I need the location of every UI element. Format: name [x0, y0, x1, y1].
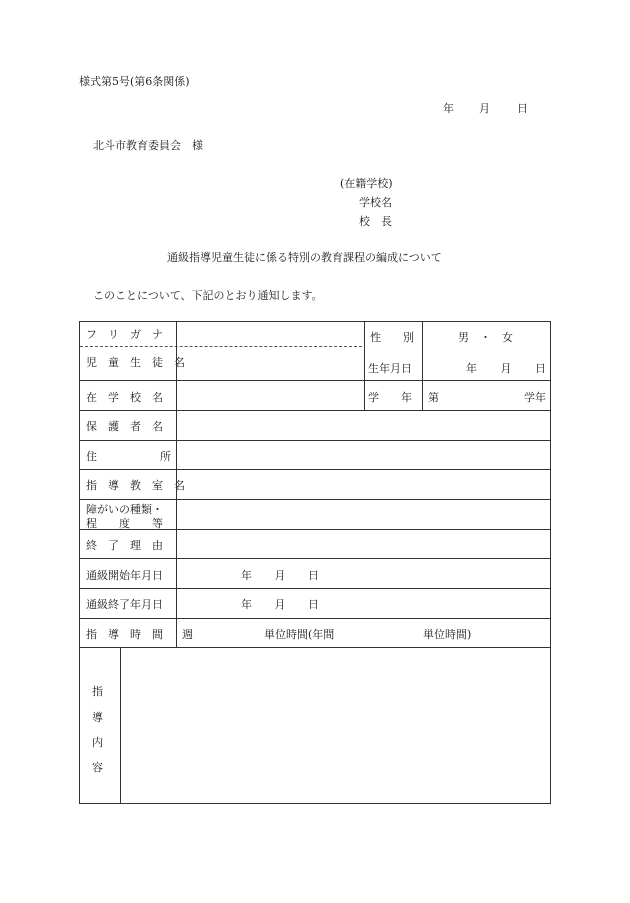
guardian-name-label: 保 護 者 名: [86, 420, 163, 433]
principal-label: 校 長: [359, 215, 392, 228]
disability-label-line2: 程 度 等: [86, 517, 163, 530]
guidance-content-char-4: 容: [92, 761, 103, 774]
enrolled-school-label: 在 学 校 名: [86, 391, 163, 404]
classroom-label: 指 導 教 室 名: [86, 479, 185, 492]
end-reason-label: 終 了 理 由: [86, 539, 163, 552]
address-label: 住: [86, 450, 97, 463]
week-label: 週: [182, 628, 193, 641]
disability-label-line1: 障がいの種類・: [86, 503, 163, 516]
birth-day: 日: [535, 362, 546, 375]
unit-hours-year: 単位時間(年間: [264, 628, 335, 641]
furigana-label: フ リ ガ ナ: [86, 328, 163, 341]
start-date-value: [241, 567, 319, 583]
guidance-content-char-1: 指: [92, 685, 103, 698]
birth-year: 年: [466, 362, 477, 375]
start-month: 月: [274, 569, 286, 582]
intro-text: このことについて、下記のとおり通知します。: [93, 289, 323, 302]
submission-date: [443, 100, 528, 116]
guidance-time-label: 指 導 時 間: [86, 628, 163, 641]
start-year: 年: [241, 569, 252, 582]
date-month: 月: [479, 102, 490, 115]
grade-suffix: 学年: [524, 391, 546, 404]
address-label-end: 所: [160, 450, 171, 463]
document-title: 通級指導児童生徒に係る特別の教育課程の編成について: [167, 251, 442, 264]
furigana-divider: [80, 346, 362, 347]
end-day: 日: [308, 598, 319, 611]
student-form-table: [79, 321, 551, 804]
form-number: 様式第5号(第6条関係): [79, 75, 190, 88]
addressee: 北斗市教育委員会 様: [93, 139, 203, 152]
start-date-label: 通級開始年月日: [86, 569, 163, 582]
guidance-content-char-3: 内: [92, 736, 103, 749]
grade-prefix: 第: [428, 391, 439, 404]
end-year: 年: [241, 598, 252, 611]
birthdate-value: [466, 360, 546, 376]
school-name-label: 学校名: [359, 196, 392, 209]
gender-options: 男 ・ 女: [458, 331, 513, 344]
end-date-label: 通級終了年月日: [86, 598, 163, 611]
end-month: 月: [274, 598, 286, 611]
date-day: 日: [517, 102, 528, 115]
birth-month: 月: [500, 362, 512, 375]
birthdate-label: 生年月日: [368, 362, 412, 375]
school-block: [340, 174, 392, 231]
date-year: 年: [443, 102, 454, 115]
start-day: 日: [308, 569, 319, 582]
end-date-value: [241, 596, 319, 612]
student-name-label: 児 童 生 徒 名: [86, 356, 185, 369]
enrolled-school-label: (在籍学校): [340, 177, 393, 190]
grade-label: 学 年: [368, 391, 412, 404]
gender-label: 性 別: [370, 331, 414, 344]
unit-hours-close: 単位時間): [423, 628, 472, 641]
guidance-content-char-2: 導: [92, 711, 103, 724]
